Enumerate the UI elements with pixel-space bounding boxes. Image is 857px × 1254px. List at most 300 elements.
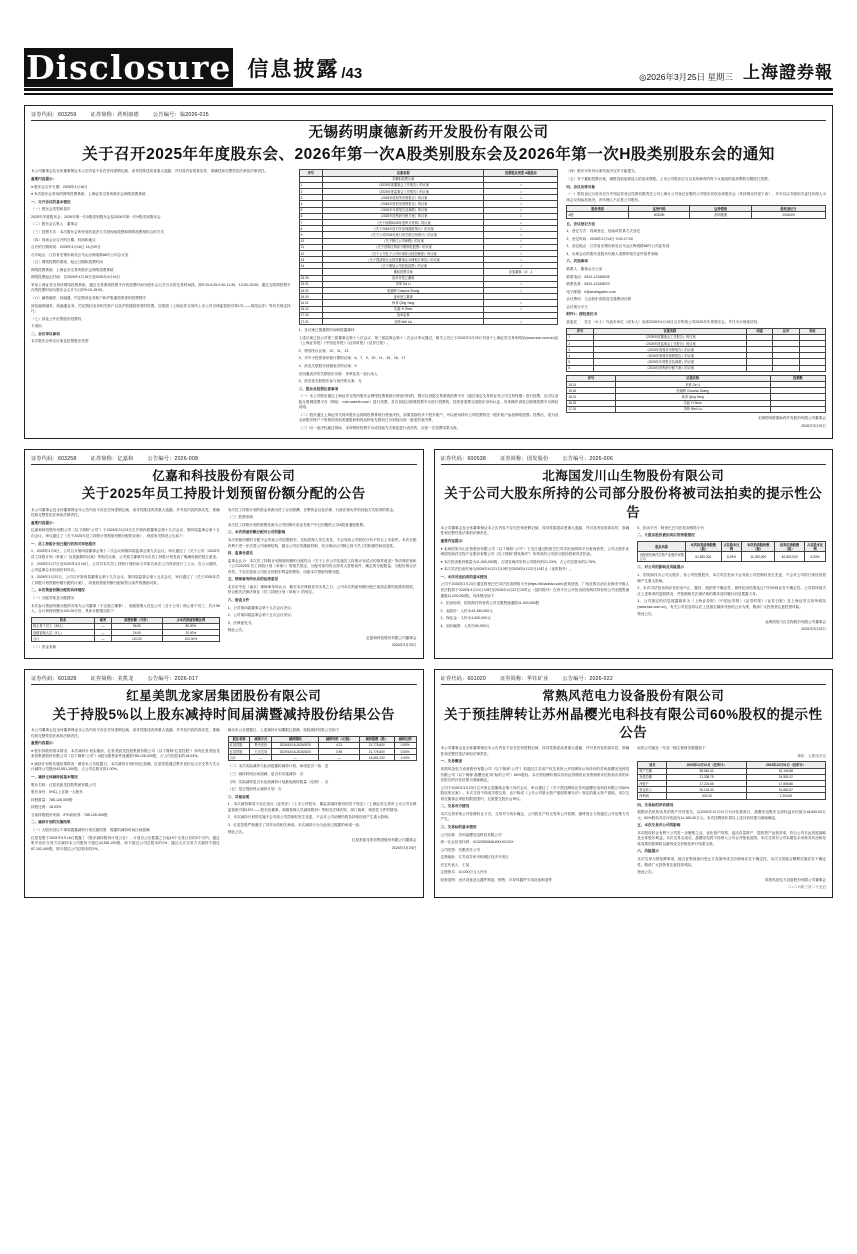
table-cell: 5 [567, 359, 593, 365]
table-row [567, 212, 826, 218]
body-paragraph: ● 股东持股的基本情况：本次减持计划实施前，红星美凯龙控股集团有限公司（以下简称“红星控股”）持有红星美凯龙家居集团股份有限公司（以下简称“公司”）A股无限售条件流通股785,126,000股，占公司总股本的18.03%。 [31, 748, 220, 759]
section-paragraph: （七）涉及公开征集股东投票权 [31, 316, 82, 321]
body-paragraph: 一、本次司法拍卖的基本情况 [440, 574, 488, 579]
announcement-title: 关于召开2025年年度股东会、2026年第一次A股类别股东会及2026年第一次H股类别股东会的通知 [82, 145, 775, 163]
appendix-title: 附件1：授权委托书 [566, 312, 598, 317]
lead-paragraph: 本公司董事会及全体董事保证本公告内容不存在任何虚假记载、误导性陈述或者重大遗漏，并对其内容的真实性、准确性和完整性依法承担法律责任。 [440, 525, 630, 536]
financial-table-body [638, 768, 826, 799]
body-paragraph: 3、公司指定的信息披露媒体为《上海证券报》《中国证券报》《证券时报》《证券日报》及上海证券交易所网站(www.sse.com.cn)，有关公司信息均以在上述指定媒体刊登的公告为准，敬请广大投资者注意投资风险。 [637, 599, 826, 609]
table-cell: 17.01 [299, 318, 322, 324]
body-paragraph: 法定代表人：王某 [440, 862, 470, 867]
table-cell: 杨青 Qing Yang [615, 394, 770, 400]
signature-date: 2026年3月25日 [391, 643, 417, 648]
table-cell [770, 406, 825, 412]
table-cell: 2025/10/16-2026/3/20 [272, 749, 319, 755]
body-paragraph: 公司类型：有限责任公司 [440, 847, 481, 852]
body-paragraph: 三、交易标的基本情况 [440, 825, 477, 830]
body-paragraph: 3、2026年3月23日，公司召开第四届董事会第十九次会议、第四届监事会第十五次会议，审议通过了《关于2025年员工持股计划预留份额分配的议案》，同意将预留份额分配给符合条件的激励对象。 [31, 575, 220, 585]
shareholding-table [637, 541, 826, 562]
body-paragraph: 本次员工持股计划的资金来源为员工合法薪酬、自筹资金以及法律、行政法规允许的其他方式取得的资金。 [227, 507, 397, 512]
table-cell: 0.50% [394, 749, 416, 755]
table-cell [773, 365, 799, 371]
masthead-brand-en-text: Disclosure [26, 48, 232, 87]
table-cell: √ [484, 201, 558, 207]
table-cell: 李革 Ge Li [615, 382, 770, 388]
body-paragraph: 1、国发海洋为公司大股东，非公司控股股东，本次司法拍卖不会导致公司控制权发生变更，不会对公司的日常经营管理产生重大影响。 [637, 572, 826, 583]
body-paragraph: ● 北海国发川山生物股份有限公司（以下简称“公司”）于近日通过阿里巴巴司法拍卖网络平台查询获悉，公司大股东北海国发海洋生物产业股份有限公司（以下简称“国发海洋”）所持有的公司部分股份将被司法拍卖。 [440, 546, 630, 557]
signature-company: 无锡药明康德新药开发股份有限公司董事会 [757, 415, 826, 420]
highlight-item: ● 股东会召开日期：2026年4月16日 [31, 184, 88, 189]
table-cell: 刘炜 Wei Liu [615, 406, 770, 412]
lead-paragraph: 本公司董事会及全体董事保证本公告内容不存在任何虚假记载、误导性陈述或者重大遗漏，并对其内容的真实性、准确性和完整性依法承担法律责任。 [31, 728, 220, 738]
table-cell: √ [484, 219, 558, 225]
financial-table-unit: 单位：人民币万元 [797, 753, 826, 758]
table-row [299, 318, 558, 324]
body-paragraph: 3、保证金：人民币4,000,000元 [440, 616, 491, 621]
body-paragraph: 1、本次减持事项不存在违反《证券法》《上市公司股东、董监高减持股份的若干规定》《上海证券交易所上市公司自律监管指引第15号——股东及董事、高级管理人员减持股份》等相关法律法规、部门规章、规范性文件的情形。 [227, 802, 417, 812]
table-cell: 15.00 [299, 275, 322, 281]
table-header-cell: 减持期间 [272, 736, 319, 742]
section-paragraph: 召开的日期时间：2026年4月16日 14点00分 [31, 245, 101, 250]
section-heading: 二、会议审议事项 [31, 331, 60, 336]
security-name: 证券简称：药明康德 [90, 112, 139, 118]
body-paragraph: 持股比例：18.03% [31, 805, 62, 810]
table-cell: 《2025年度董事会工作报告》的议案 [593, 334, 746, 340]
article-body-columns [441, 526, 827, 633]
masthead-brand-en [24, 48, 233, 88]
vote-note: 4、涉及关联股东回避表决的议案：9 [298, 363, 357, 368]
section-paragraph: 网络投票系统：上海证券交易所股东会网络投票系统 [31, 267, 114, 272]
body-paragraph: 截至本公告披露日，上述减持计划期限已届满，现将减持结果公告如下： [227, 728, 343, 733]
body-paragraph: 2、本次司法拍卖尚存在拍卖中止、撤回、流拍等不确定性，最终拍卖结果及过户时间尚存在不确定性。公司将持续关注上述事项的进展情况，并按照相关法律法规的要求及时履行信息披露义务。 [637, 586, 826, 596]
section-paragraph: （四）股东对所有议案均表决完毕才能提交。 [566, 169, 639, 174]
table-cell: 杨青 Qing Yang [322, 300, 484, 306]
announcement-number: 公告编号：2026-006 [562, 455, 613, 462]
table-cell: 24,551.02 [746, 774, 825, 780]
table-cell: 15.01 [299, 281, 322, 287]
table-header-cell: 减持方式 [250, 736, 272, 742]
table-header-cell: 职务 [95, 617, 112, 623]
section-paragraph: （一）本公司股东通过上海证券交易所股东会网络投票系统行使表决权的，既可以登陆交易系统投票平台（通过指定交易的证券公司交易终端）进行投票，也可以登陆互联网投票平台（网址：vote.sseinfo.com）进行投票。首次登陆互联网投票平台进行投票的，投资者需要完成股东身份认证。具体操作请见互联网投票平台网站说明。 [298, 394, 559, 410]
table-cell: √ [484, 306, 558, 312]
body-paragraph: （三）减持时间区间届满，是否未实施减持：否 [227, 771, 304, 776]
cumulative-vote-table [566, 375, 826, 413]
table-cell: 21,775,600 [359, 742, 394, 748]
table-cell: 《关于提请股东会授权董事会办理相关事宜》的议案 [322, 257, 484, 263]
table-cell: √ [484, 288, 558, 294]
table-cell: 《2025年度监事会工作报告》的议案 [593, 340, 746, 346]
table-header-cell: 议案名称 [593, 328, 746, 334]
table-cell: 大宗交易 [250, 749, 272, 755]
table-cell: 选举监事 [322, 312, 484, 318]
table-cell: 刘炜 Wei Liu [322, 318, 484, 324]
security-code-line [441, 675, 827, 685]
security-name: 证券简称：华钰矿业 [499, 675, 549, 682]
signature-date: 2026年3月25日 [801, 627, 826, 632]
table-cell: 17,223.66 [667, 780, 746, 786]
table-cell: 15.02 [567, 388, 615, 394]
article-sheet [0, 95, 857, 914]
table-cell: — [319, 755, 360, 761]
body-paragraph: 当前持股股份来源：IPO前取得：785,126,000股 [31, 812, 108, 817]
masthead-page-number: /43 [341, 65, 363, 82]
table-header-cell: 本次拍卖股份数（股） [742, 542, 775, 552]
table-cell: 红星控股 [228, 742, 250, 748]
table-cell: — [95, 630, 112, 636]
table-row [638, 552, 826, 562]
shareholding-table-body [638, 552, 826, 562]
body-paragraph: 公司于2026年3月23日召开第五届董事会第十四次会议，审议通过了《关于预挂牌转让苏州晶樱光电科技有限公司60%股权的议案》。本次交易不构成关联交易，也不构成《上市公司重大资产重组管理办法》规定的重大资产重组。本次交易在董事会审批权限范围内，无需提交股东会审议。 [440, 785, 630, 801]
body-paragraph: 统一社会信用代码：91320500MA1MXXXXXX [440, 840, 514, 845]
table-cell: 集中竞价 [250, 742, 272, 748]
vote-note: 5、涉及优先股股东参与表决的议案：无 [298, 379, 362, 384]
table-cell: 3 [567, 347, 593, 353]
section-paragraph: 1、登记方式：现场登记、信函或传真方式登记 [566, 229, 641, 234]
table-row [567, 365, 826, 371]
table-cell: 21,338.75 [667, 774, 746, 780]
announcement-title: 关于2025年员工持股计划预留份额分配的公告 [81, 486, 366, 502]
body-paragraph: 五、本次交易对公司的影响 [637, 823, 681, 828]
body-paragraph: 注册资本：10,000万元人民币 [440, 870, 488, 875]
highlights-heading: 重要内容提示： [31, 177, 57, 182]
allocation-table [31, 617, 220, 643]
table-row [32, 636, 220, 642]
signature-company: 红星美凯龙家居集团股份有限公司董事会 [351, 838, 417, 843]
section-paragraph: （五）网络投票的系统、起止日期和投票时间 [31, 260, 103, 265]
body-paragraph: 本次交易采取公开挂牌转让方式，交易对方尚未确定，公司将在产权交易所公开挂牌，最终受让方将通过公开征集方式产生。 [440, 811, 630, 822]
table-cell: -332.20 [667, 793, 746, 799]
article-yijia [24, 449, 424, 659]
table-header-cell: 序号 [567, 328, 593, 334]
table-cell: 《关于公司2026年度日常关联交易预计》的议案 [322, 232, 484, 238]
table-cell: 高级管理人员（3人） [32, 630, 95, 636]
table-row [228, 755, 416, 761]
vote-table-body [299, 176, 558, 325]
section-paragraph: 网络投票起止时间：自2026年4月16日至2026年4月16日 [31, 275, 121, 280]
table-cell: 《关于公司及子公司申请综合授信额度》的议案 [322, 250, 484, 256]
table-header-cell: 股东名称 [638, 542, 686, 552]
table-header-cell: 减持比例 [394, 736, 416, 742]
table-header-cell: 议案名称 [322, 170, 484, 176]
table-cell: √ [484, 213, 558, 219]
article-body-columns [31, 728, 417, 854]
table-cell: √ [484, 263, 558, 269]
section-paragraph: （一）股权登记日收市后在中国证券登记结算有限责任公司上海分公司登记在册的公司股东有权出席股东会（具体情况详见下表），并可以以书面形式委托代理人出席会议和参加表决。该代理人不必是公司股东。 [566, 192, 826, 202]
body-paragraph: 3、法律意见书。 [227, 620, 255, 625]
company-title: 亿嘉和科技股份有限公司 [152, 468, 296, 483]
company-title: 北海国发川山生物股份有限公司 [542, 468, 725, 483]
table-cell: 合计 [32, 636, 95, 642]
body-paragraph: （二）本次实际减持与此前披露的减持计划、承诺是否一致：是 [227, 764, 329, 769]
table-cell: 2 [567, 340, 593, 346]
security-code: 证券代码：603258 [31, 455, 77, 462]
table-cell [747, 365, 773, 371]
body-paragraph: 亿嘉和科技股份有限公司（以下简称“公司”）于2026年3月23日召开第四届董事会第十九次会议、第四届监事会第十五次会议，审议通过了《关于2025年员工持股计划预留份额分配的议案》，现将有关情况公告如下： [31, 528, 220, 538]
vote-note: 3、对中小投资者单独计票的议案：6、7、9、10、11、15、16、17 [298, 356, 406, 361]
body-paragraph: 注册地址：江苏省苏州市相城区经济开发区 [440, 855, 509, 860]
body-paragraph: 特此公告。 [637, 870, 656, 875]
highlight-item: ● 本次股东会采用的网络投票系统：上海证券交易所股东会网络投票系统 [31, 192, 146, 197]
section-paragraph: 不适用 [31, 324, 42, 329]
body-paragraph: （三）股票来源 [227, 515, 253, 520]
table-header-cell: 2024年12月31日（经审计） [746, 762, 825, 768]
table-header-cell: 同意 [747, 328, 773, 334]
table-cell: 1 [567, 334, 593, 340]
section-paragraph: 联系传真：0510-12345679 [566, 282, 610, 287]
section-paragraph: （一）股东会类型和届次 [31, 207, 71, 212]
lead-paragraph: 本公司董事会及全体董事保证本公告内容不存在任何虚假记载、误导性陈述或者重大遗漏，并对其内容的真实性、准确性和完整性依法承担法律责任。 [440, 746, 630, 756]
security-code-line [31, 675, 417, 685]
table-cell: 51,820,000 [686, 552, 722, 562]
body-paragraph: 2、起拍价：人民币43,450,000元 [440, 608, 493, 613]
security-name: 证券简称：国发股份 [499, 455, 549, 462]
body-paragraph: 1、拍卖标的：国发海洋持有的公司无限售流通股11,000,000股 [440, 601, 540, 606]
table-cell: 红星控股 [228, 749, 250, 755]
article-row-3 [24, 669, 833, 898]
table-header-cell: 减持股数（股） [359, 736, 394, 742]
body-paragraph: 一、减持主体减持前基本情况 [31, 775, 78, 780]
table-cell: 100.00% [162, 636, 219, 642]
body-paragraph: 本次股权转让有利于公司进一步聚焦主业，优化资产结构，盘活存量资产，提高资产运营效率，符合公司长远发展战略及全体股东利益。本次交易完成后，晶樱光电将不再纳入公司合并报表范围。本次交易对公司本期及未来财务状况和经营成果的影响将以最终成交价格及审计结果为准。 [637, 830, 826, 846]
table-cell: 8 [299, 226, 322, 232]
table-header-cell: 证券简称 [690, 206, 752, 212]
table-header-cell: 占本次预留份额比例 [162, 617, 219, 623]
table-cell: 2 [299, 189, 322, 195]
vote-note: 1、各议案已披露的时间和披露媒体 [298, 328, 355, 333]
table-cell: 15.01 [567, 382, 615, 388]
table-cell: 11,000,000 [742, 552, 775, 562]
body-paragraph: 重要内容提示： [31, 520, 57, 525]
section-paragraph: （六）融资融券、转融通、约定购回业务账户和沪股通投资者的投票程序 [31, 296, 146, 301]
body-paragraph: 特此公告。 [227, 628, 246, 633]
masthead-date: ◎2026年3月25日 星期三 [639, 72, 733, 82]
table-cell: 张朝晖 Chaohui Zhang [322, 288, 484, 294]
company-title: 红星美凯龙家居集团股份有限公司 [126, 688, 322, 703]
table-cell: 0.50% [394, 742, 416, 748]
table-cell: √ [484, 189, 558, 195]
table-header-cell: 股东名称 [228, 736, 250, 742]
section-paragraph: （三）投票方式：本次股东会所采用的表决方式是现场投票和网络投票相结合的方式 [31, 229, 164, 234]
table-cell: 38,562.41 [667, 768, 746, 774]
table-cell: — [272, 755, 319, 761]
table-header-cell: 弃权 [799, 328, 825, 334]
table-cell: 《2025年度董事会工作报告》的议案 [322, 182, 484, 188]
table-cell: 17.01 [567, 406, 615, 412]
allocation-table-body [32, 623, 220, 642]
body-paragraph: ● 减持计划的实施结果情况：截至本公告披露日，本次减持计划时间已届满，红星控股通过集中竞价及大宗交易方式合计减持公司股份43,551,200股，占公司总股本的1.00%。 [31, 761, 220, 772]
body-paragraph: 六、风险提示 [637, 849, 659, 854]
table-header-cell: 本次拍卖前持股数（股） [686, 542, 722, 552]
body-paragraph: 一、交易概述 [440, 759, 463, 764]
vote-table [299, 169, 559, 325]
table-cell: 10 [299, 238, 322, 244]
vote-note: 2、特别决议议案：10、11、13 [298, 348, 349, 353]
table-header-cell: 拍卖后持股数（股） [775, 542, 805, 552]
section-paragraph: 联系电话：0510-12345678 [566, 274, 610, 279]
table-cell: 《关于回购注销部分限制性股票》的议案 [322, 244, 484, 250]
table-cell: 药明康德 [690, 212, 752, 218]
table-header-cell: 议案名称 [615, 375, 770, 381]
section-heading: 六、其他事项 [566, 259, 588, 264]
article-body-columns [31, 169, 826, 431]
body-paragraph: （一）大股东因以下事项披露减持计划实施结果：披露的减持时间区间届满 [31, 827, 150, 832]
table-cell: √ [484, 250, 558, 256]
table-cell: 15.02 [299, 288, 322, 294]
announcement-number: 公告编号：2026-008 [147, 455, 199, 462]
table-header-cell: 序号 [567, 375, 615, 381]
body-paragraph: 经营范围：光伏设备及元器件制造、销售；半导体器件专用设备制造等 [440, 877, 552, 882]
table-cell: 选举非独立董事 [322, 275, 484, 281]
table-cell: 沈毅 Yi Shen [322, 306, 484, 312]
signature-company: 常熟风范电力设备股份有限公司董事会 [764, 877, 826, 882]
table-cell: √ [484, 318, 558, 324]
table-cell: √ [484, 281, 558, 287]
table-header-cell: 序号 [299, 170, 322, 176]
table-cell: 96.00 [111, 623, 162, 629]
table-cell: 《2025年度财务决算报告》的议案 [322, 195, 484, 201]
table-cell: 4 [567, 353, 593, 359]
financial-table [637, 761, 826, 799]
signature-date: 2026年3月25日 [391, 845, 417, 850]
section-paragraph: 本次股东会审议议案及投票股东类型 [31, 339, 89, 344]
table-cell: 3.96 [319, 749, 360, 755]
body-paragraph: 本次参与预留份额分配的对象为公司董事（不含独立董事）、高级管理人员及公司（含子公司）核心骨干员工，共计38人，合计获授份额为120.00万份，具体分配情况如下： [31, 603, 220, 614]
section-paragraph: 2、登记时间：2026年4月14日 9:00-17:00 [566, 236, 633, 241]
body-paragraph: （一）分配对象及分配情况 [31, 596, 75, 601]
table-header-cell: 2025年12月31日（经审计） [667, 762, 746, 768]
table-cell: 应选董事（2）人 [484, 269, 558, 275]
masthead [24, 30, 833, 91]
security-code: 证券代码：601020 [440, 675, 486, 682]
announcement-number: 公告编号：2026-017 [147, 675, 199, 682]
table-cell: 9 [299, 232, 322, 238]
table-cell: 《2026年度财务预算报告》的议案 [322, 201, 484, 207]
table-cell: √ [484, 232, 558, 238]
table-header-cell: 占总股本比例 [805, 542, 826, 552]
vote-note: 上述议案已经公司第三届董事会第十八次会议、第三届监事会第十二次会议审议通过，相关公告已于2026年3月25日刊登于上海证券交易所网站(www.sse.com.cn)及《上海证券报》《中国证券报》《证券时报》《证券日报》。 [298, 335, 559, 346]
signature-company: 亿嘉和科技股份有限公司董事会 [366, 635, 417, 640]
body-paragraph: 一、员工持股计划已履行的相关审批程序 [31, 541, 96, 546]
article-body-columns [31, 508, 417, 652]
table-cell: √ [484, 238, 558, 244]
table-header-cell: 投票股东类型 A股股东 [484, 170, 558, 176]
article-row-2 [24, 449, 833, 659]
body-paragraph: 四、监事会意见 [227, 551, 253, 556]
body-paragraph: 公司名称：苏州晶樱光电科技有限公司 [440, 832, 502, 837]
body-paragraph: 本次预留份额的分配不会导致公司控股股东、实际控制人发生变化，不会导致公司股权分布不符合上市条件。本次分配有利于进一步完善公司治理结构，健全公司长效激励机制，充分调动公司核心骨干员工的积极性和创造性。 [227, 537, 417, 548]
table-cell: 净资产 [638, 780, 667, 786]
table-cell: 4.21 [319, 742, 360, 748]
table-cell: 《2025年度财务决算报告》的议案 [593, 347, 746, 353]
table-cell: 17.00 [299, 312, 322, 318]
lead-paragraph: 本公司董事会及全体董事保证本公告内容不存在任何虚假记载、误导性陈述或者重大遗漏，并对其内容的真实性、准确性和完整性依法承担法律责任。 [31, 169, 269, 174]
body-paragraph: 常熟风范电力设备股份有限公司（以下简称“公司”）拟通过江苏省产权交易所公开挂牌转让所持有的苏州晶樱光电科技有限公司（以下简称“晶樱光电”或“标的公司”）60%股权。本次预挂牌价格以具有证券期货业务资格的评估机构出具的评估报告的评估结果为基础确定。 [440, 766, 630, 783]
table-cell: A股 [567, 212, 629, 218]
body-paragraph: （四）实际减持是否未达到减持计划最低减持数量（比例）：否 [227, 779, 329, 784]
body-paragraph: 二、大股东股份被拍卖后的持股情况 [637, 533, 695, 538]
table-cell: 李革 Ge Li [322, 281, 484, 287]
article-wuxi-apptec [24, 105, 833, 439]
article-body-columns [441, 746, 827, 891]
body-paragraph: 二、交易对方情况 [440, 804, 470, 809]
table-cell: 《关于修订公司章程》的议案 [322, 238, 484, 244]
body-paragraph: 红星控股于2025年9月18日披露了《股东减持股份计划公告》，计划自公告披露之日起15个交易日后的3个月内，通过集中竞价交易方式减持本公司股份不超过43,551,200股，即不超过公司总股本的1%；通过大宗交易方式减持不超过87,102,400股，即不超过公司总股本的2%。 [31, 835, 220, 851]
table-cell: 累积投票议案 [322, 269, 484, 275]
security-code-line [441, 455, 827, 465]
body-paragraph: ● 本次司法拍卖时间为2026年4月21日10时至2026年4月22日10时止（延时除外）。 [440, 567, 574, 572]
security-code: 证券代码：601828 [31, 675, 77, 682]
section-paragraph: 联系人：董事会办公室 [566, 267, 603, 272]
announcement-title: 关于持股5%以上股东减持时间届满暨减持股份结果公告 [52, 706, 395, 722]
table-cell: 16.01 [299, 300, 322, 306]
body-paragraph: 二、减持计划的实施结果 [31, 820, 71, 825]
table-cell: 16.00 [299, 294, 322, 300]
table-header-cell: 项目 [638, 762, 667, 768]
section-paragraph: 2025年年度股东会、2026年第一次A股类别股东会及2026年第一次H股类别股东会 [31, 214, 161, 219]
masthead-right [639, 58, 833, 88]
section-paragraph: 4、出席会议的股东及股东代理人请携带相关证件原件到场 [566, 251, 659, 256]
table-cell: √ [484, 182, 558, 188]
table-cell: 《2026年度财务预算报告》的议案 [593, 353, 746, 359]
body-paragraph: 三、其他说明 [227, 794, 250, 799]
table-cell: 40,820,000 [775, 552, 805, 562]
company-title: 无锡药明康德新药开发股份有限公司 [308, 125, 549, 141]
table-cell: 选举独立董事 [322, 294, 484, 300]
table-cell: 1.00% [394, 755, 416, 761]
section-paragraph: 采用上海证券交易所网络投票系统，通过交易系统投票平台的投票时间为股东会召开当日的交易时间段，即9:15-9:25,9:30-11:30，13:00-15:00；通过互联网投票平台的投票时间为股东会召开当日的9:15-15:00。 [31, 282, 291, 293]
table-cell: 净利润 [638, 793, 667, 799]
table-cell: 张朝晖 Chaohui Zhang [615, 388, 770, 394]
table-cell: — [95, 636, 112, 642]
body-paragraph: 股东名称：红星美凯龙控股集团有限公司 [31, 782, 96, 787]
body-paragraph: 本次交易为预挂牌事项，能否征集到意向受让方及最终成交价格尚存在不确定性，本次交易能否顺利实施存在不确定性，敬请广大投资者注意投资风险。 [637, 857, 826, 867]
signature-date: 二○二六年三月二十五日 [787, 885, 826, 890]
lead-paragraph: 本公司董事会及全体董事保证本公告内容不存在任何虚假记载、误导性陈述或者重大遗漏，并对其内容的真实性、准确性和完整性依法承担法律责任。 [31, 507, 220, 518]
table-cell: 沈毅 Yi Shen [615, 400, 770, 406]
table-cell: 《关于续聘2026年度审计机构》的议案 [322, 219, 484, 225]
table-header-cell: 股权登记日 [751, 206, 825, 212]
body-paragraph: 2、2025年3月7日至2025年3月16日，公司对本次员工持股计划的参与对象名单在公司内部进行了公示，在公示期内，公司监事会未收到任何异议。 [31, 562, 220, 572]
section-heading: 五、会议登记方法 [566, 221, 596, 226]
body-paragraph: 五、律师事务所出具的法律意见 [227, 577, 279, 582]
body-paragraph: 标的公司最近一年及一期主要财务数据如下： [637, 746, 710, 751]
section-paragraph: （四）现场会议召开的日期、时间和地点 [31, 237, 96, 242]
announcement-title: 关于公司大股东所持的公司部分股份将被司法拍卖的提示性公告 [444, 486, 823, 520]
masthead-brand-cn: 信息披露 [247, 58, 340, 81]
body-paragraph: 特此公告。 [637, 612, 656, 617]
body-paragraph: 监事会认为：本次员工持股计划预留份额的分配符合《关于上市公司实施员工持股计划试点的指导意见》等法律法规和《公司2025年员工持股计划（草案）》的相关规定，分配对象均符合持有人资格条件，确定的分配数量、分配价格合法有效，不存在损害公司及全体股东利益的情形，同意本次预留份额分配。 [227, 558, 417, 574]
table-cell: 6.53% [805, 552, 826, 562]
section-heading: 四、会议出席对象 [566, 184, 596, 189]
table-cell: √ [484, 244, 558, 250]
table-header-cell: 证券代码 [628, 206, 690, 212]
table-cell: — [95, 623, 112, 629]
section-paragraph: 召开地点：江苏省无锡市新吴区马山区梅梁路88号公司会议室 [31, 252, 129, 257]
body-paragraph: 四、交易标的评估情况 [637, 802, 674, 807]
article-beihai [434, 449, 834, 659]
table-row [638, 793, 826, 799]
section-heading: 一、召开会议的基本情况 [31, 199, 71, 204]
announcement-number: 公告编号：2026-022 [562, 675, 613, 682]
body-paragraph: 2、本次减持计划的实施不会导致公司控制权发生变更，不会对公司治理结构及持续经营产生重大影响。 [227, 815, 392, 820]
record-date-table-body [567, 212, 826, 218]
security-code: 证券代码：600538 [440, 455, 486, 462]
table-cell: 《2025年度监事会工作报告》的议案 [322, 189, 484, 195]
table-cell: √ [484, 257, 558, 263]
section-paragraph: 会议费用：与会股东食宿及交通费用自理 [566, 297, 631, 302]
table-cell: 17,555.86 [746, 780, 825, 786]
security-code-line [31, 111, 826, 121]
